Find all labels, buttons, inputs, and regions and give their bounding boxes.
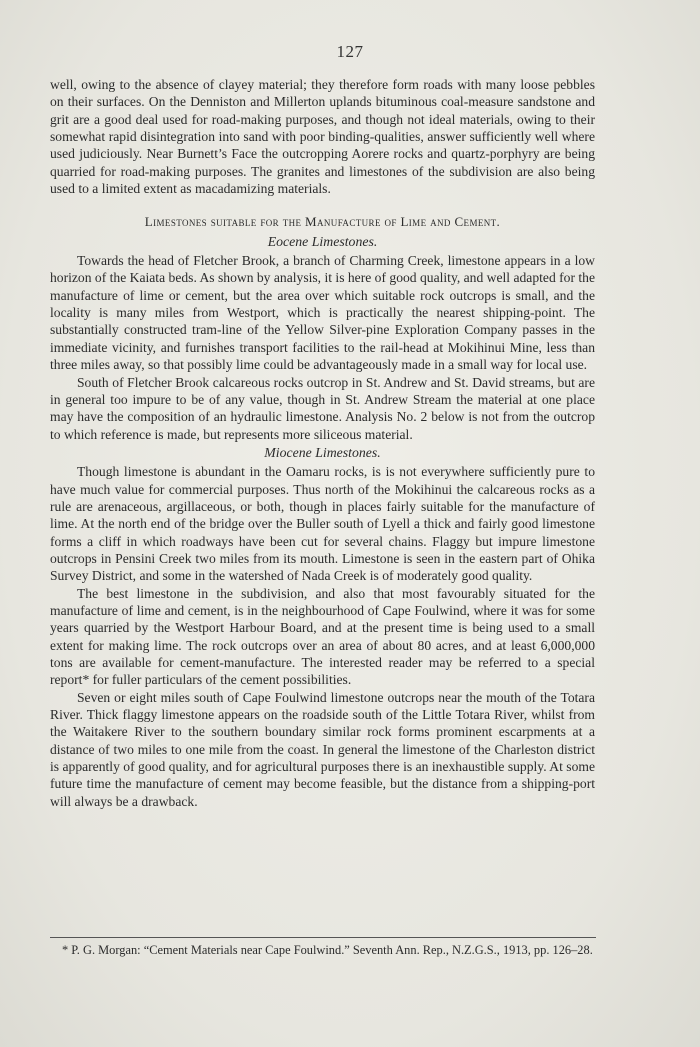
page-number: 127	[336, 42, 364, 61]
paragraph-miocene-3: Seven or eight miles south of Cape Foulwind limestone outcrops near the mouth of the Totara River. Thick flaggy limestone appears on the roadside south of the Little Totara River, whilst from the Waitakere River to the southern boundary similar rock forms prominent escarpments at a distance of two miles to one mile from the coast. In general the limestone of the Charleston district is apparently of good quality, and for agricultural purposes there is an inexhaustible supply. At some future time the manufacture of cement may become feasible, but the distance from a shipping-port will always be a drawback.	[50, 689, 595, 809]
subsection-heading-eocene: Eocene Limestones.	[267, 233, 378, 249]
paragraph-intro: well, owing to the absence of clayey material; they therefore form roads with many loose pebbles on their surfaces. On the Denniston and Millerton uplands bituminous coal-measure sandstone and grit are a good deal used for road-making purposes, and though not ideal materials, owing to their somewhat rapid disintegration into sand with poor binding-qualities, answer sufficiently well where used judiciously. Near Burnett’s Face the outcropping Aorere rocks and quartz-porphyry are being quarried for road-making purposes. The granites and limestones of the subdivision are also being used to a limited extent as macadamizing materials.	[50, 77, 595, 197]
paragraph-miocene-2: The best limestone in the subdivision, and also that most favourably situated for the manufacture of lime and cement, is in the neighbourhood of Cape Foulwind, where it was for some years quarried by the Westport Harbour Board, and at the present time is being used to a small extent for making lime. The rock outcrops over an area of about 80 acres, and at least 6,000,000 tons are available for cement-manufacture. The interested reader may be referred to a special report* for fuller particulars of the cement possibilities.	[50, 585, 595, 688]
paragraph-eocene-1: Towards the head of Fletcher Brook, a branch of Charming Creek, limestone appears in a low horizon of the Kaiata beds. As shown by analysis, it is here of good quality, and well adapted for the manufacture of lime or cement, but the area over which suitable rock outcrops is small, and the locality is many miles from Westport, which is practically the nearest shipping-point. The substantially constructed tram-line of the Yellow Silver-pine Exploration Company passes in the immediate vicinity, and furnishes transport facilities to the rail-head at Mokihinui Mine, less than three miles away, so that possibly lime could be advantageously made in a small way for local use.	[50, 253, 596, 373]
footnote	[50, 943, 596, 958]
footnote-text: * P. G. Morgan: “Cement Materials near Cape Foulwind.” Seventh Ann. Rep., N.Z.G.S., 1913, pp. 126–28.	[62, 943, 593, 957]
subsection-heading-miocene: Miocene Limestones.	[264, 444, 381, 460]
paragraph-miocene-1: Though limestone is abundant in the Oamaru rocks, is is not everywhere sufficiently pure to have much value for commercial purposes. Thus north of the Mokihinui the calcareous rocks as a rule are arenaceous, argillaceous, or both, though in places fairly suitable for the manufacture of lime. At the north end of the bridge over the Buller south of Lyell a thick and fairly good limestone forms a cliff in which roadways have been cut for several chains. Flaggy but impure limestone outcrops in Pensini Creek two miles from its mouth. Limestone is seen in the eastern part of Ohika Survey District, and some in the watershed of Nada Creek is of moderately good quality.	[50, 464, 595, 584]
section-heading-limestones: Limestones suitable for the Manufacture of Lime and Cement.	[144, 214, 501, 230]
body-text	[50, 76, 595, 810]
footnote-divider	[50, 937, 596, 938]
paragraph-eocene-2: South of Fletcher Brook calcareous rocks outcrop in St. Andrew and St. David streams, but are in general too impure to be of any value, though in St. Andrew Stream the material at one place may have the composition of an hydraulic limestone. Analysis No. 2 below is not from the outcrop to which reference is made, but represents more siliceous material.	[50, 374, 595, 442]
